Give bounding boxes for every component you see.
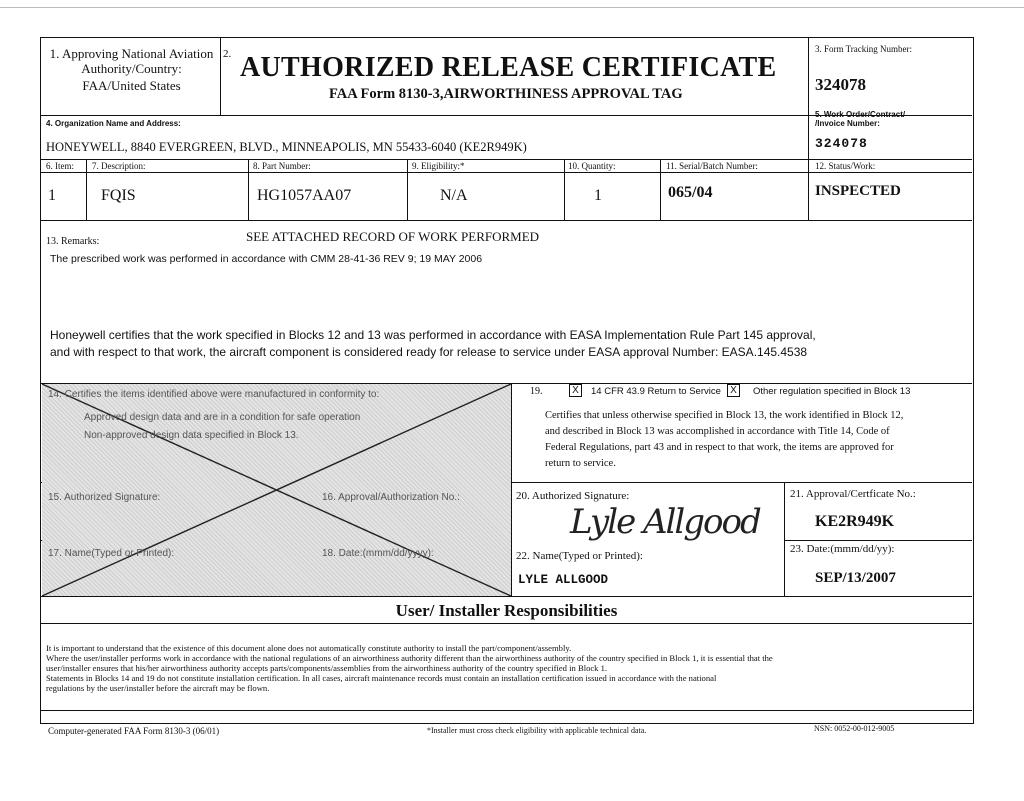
rule-v-block3 bbox=[808, 38, 809, 220]
rule-v-qty bbox=[660, 159, 661, 220]
block14-text2: Approved design data and are in a condition for safe operation bbox=[84, 412, 361, 423]
footer-center: *Installer must cross check eligibility with applicable technical data. bbox=[427, 726, 647, 735]
responsibilities-title: User/ Installer Responsibilities bbox=[395, 601, 618, 620]
block1-value: FAA/United States bbox=[82, 78, 181, 93]
rule-header-bottom bbox=[41, 172, 972, 173]
release-date: SEP/13/2007 bbox=[815, 570, 896, 586]
return-to-service-checkbox[interactable]: X bbox=[569, 384, 582, 397]
eligibility-value: N/A bbox=[440, 187, 468, 204]
rule-items-bottom bbox=[41, 220, 972, 221]
rule-v-elig bbox=[564, 159, 565, 220]
rule-v-desc bbox=[248, 159, 249, 220]
block17-label: 17. Name(Typed or Printed): bbox=[48, 548, 175, 559]
block3-label: 3. Form Tracking Number: bbox=[815, 44, 913, 54]
rule-v-center bbox=[511, 383, 512, 596]
remarks-line1: The prescribed work was performed in accordance with CMM 28-41-36 REV 9; 19 MAY 2006 bbox=[50, 253, 483, 265]
remarks-label: 13. Remarks: bbox=[46, 236, 100, 247]
block18-label: 18. Date:(mmm/dd/yyyy): bbox=[322, 548, 434, 559]
block19-text4: return to service. bbox=[545, 458, 616, 469]
block19-text2: and described in Block 13 was accomplished in accordance with Title 14, Code of bbox=[545, 426, 890, 437]
footer-right: NSN: 0052-00-012-9005 bbox=[814, 724, 895, 733]
col-eligibility-label: 9. Eligibility:* bbox=[412, 161, 465, 171]
rule-sig-bottom bbox=[41, 596, 972, 597]
responsibilities-p2b: user/installer ensures that his/her airworthiness authority accepts parts/components/assemblies from the airworthiness authority of the country specified in Block 1. bbox=[46, 663, 608, 673]
certification-line1: Honeywell certifies that the work specified in Blocks 12 and 13 was performed in accordance with EASA Implementation Rule Part 145 approval, bbox=[50, 328, 816, 342]
authorized-signature: Lyle Allgood bbox=[570, 502, 760, 542]
responsibilities-p3a: Statements in Blocks 14 and 19 do not constitute installation certification. In all cases, aircraft maintenance records must contain an installation certification issued in accordance with the national bbox=[46, 673, 717, 683]
organization-address: HONEYWELL, 8840 EVERGREEN, BLVD., MINNEAPOLIS, MN 55433-6040 (KE2R949K) bbox=[46, 140, 527, 154]
form-tracking-number: 324078 bbox=[815, 75, 866, 94]
scan-noise-line bbox=[0, 7, 1024, 8]
col-serial-label: 11. Serial/Batch Number: bbox=[666, 161, 758, 171]
return-to-service-label: 14 CFR 43.9 Return to Service bbox=[591, 386, 721, 397]
col-status-label: 12. Status/Work: bbox=[815, 161, 876, 171]
rule-v-block1 bbox=[220, 38, 221, 115]
other-regulation-label: Other regulation specified in Block 13 bbox=[753, 386, 911, 397]
form-subtitle: FAA Form 8130-3,AIRWORTHINESS APPROVAL TAG bbox=[329, 86, 683, 102]
rule-v-item bbox=[86, 159, 87, 220]
block2-number: 2. bbox=[223, 48, 232, 60]
col-item-label: 6. Item: bbox=[46, 161, 74, 171]
work-order-number: 324078 bbox=[815, 136, 868, 151]
part-number-value: HG1057AA07 bbox=[257, 187, 352, 204]
block15-label: 15. Authorized Signature: bbox=[48, 492, 161, 503]
block14-text1: 14. Certifies the items identified above were manufactured in conformity to: bbox=[48, 389, 380, 400]
responsibilities-text bbox=[46, 643, 773, 693]
block21-label: 21. Approval/Certficate No.: bbox=[790, 488, 916, 500]
rule-v-part bbox=[407, 159, 408, 220]
quantity-value: 1 bbox=[594, 187, 602, 204]
block20-label: 20. Authorized Signature: bbox=[516, 490, 630, 502]
rule-v-20-21 bbox=[784, 482, 785, 596]
remarks-heading: SEE ATTACHED RECORD OF WORK PERFORMED bbox=[246, 229, 540, 244]
block19-statement bbox=[545, 408, 903, 472]
certification-line2: and with respect to that work, the aircraft component is considered ready for release to service under EASA approval Number: EASA.145.4538 bbox=[50, 345, 808, 359]
other-regulation-checkbox[interactable]: X bbox=[727, 384, 740, 397]
block14-text3: Non-approved design data specified in Block 13. bbox=[84, 430, 299, 441]
responsibilities-p2a: Where the user/installer performs work in accordance with the national regulations of an airworthiness authority different than the airworthiness authority of the country specified in Block 1, it is essential that the bbox=[46, 653, 773, 663]
block19-text3: Federal Regulations, part 43 and in respect to that work, the items are approved for bbox=[545, 442, 894, 453]
block23-label: 23. Date:(mmm/dd/yy): bbox=[790, 543, 895, 555]
form-title: AUTHORIZED RELEASE CERTIFICATE bbox=[240, 52, 777, 83]
block1-label: 1. Approving National Aviation bbox=[49, 46, 214, 61]
block5-label-line2: /Invoice Number: bbox=[815, 119, 880, 128]
block5-label-line1: 5. Work Order/Contract/ bbox=[815, 110, 906, 119]
col-part-label: 8. Part Number: bbox=[253, 161, 311, 171]
status-value: INSPECTED bbox=[815, 183, 901, 199]
footer-left: Computer-generated FAA Form 8130-3 (06/01) bbox=[48, 726, 220, 736]
block5-label bbox=[815, 110, 905, 128]
block19-number: 19. bbox=[530, 386, 543, 397]
block1 bbox=[44, 46, 219, 93]
block22-label: 22. Name(Typed or Printed): bbox=[516, 550, 643, 562]
block4-label: 4. Organization Name and Address: bbox=[46, 119, 181, 128]
rule-resp-bottom bbox=[41, 710, 972, 711]
block1-label2: Authority/Country: bbox=[81, 61, 182, 76]
col-quantity-label: 10. Quantity: bbox=[568, 161, 616, 171]
block19-text1: Certifies that unless otherwise specified in Block 13, the work identified in Block 12, bbox=[545, 410, 904, 421]
serial-value: 065/04 bbox=[668, 184, 713, 201]
description-value: FQIS bbox=[101, 187, 136, 204]
col-description-label: 7. Description: bbox=[92, 161, 146, 171]
printed-name: LYLE ALLGOOD bbox=[518, 573, 609, 587]
rule-sig-mid-right bbox=[784, 540, 972, 541]
responsibilities-p3b: regulations by the user/installer before the aircraft may be flown. bbox=[46, 683, 270, 693]
rule-resp-title-bottom bbox=[41, 623, 972, 624]
block16-label: 16. Approval/Authorization No.: bbox=[322, 492, 460, 503]
responsibilities-p1: It is important to understand that the existence of this document alone does not automatically constitute authority to install the part/component/assembly. bbox=[46, 643, 572, 653]
rule-row4-bottom bbox=[41, 159, 972, 160]
item-value: 1 bbox=[48, 187, 56, 204]
approval-certificate-number: KE2R949K bbox=[815, 513, 895, 530]
